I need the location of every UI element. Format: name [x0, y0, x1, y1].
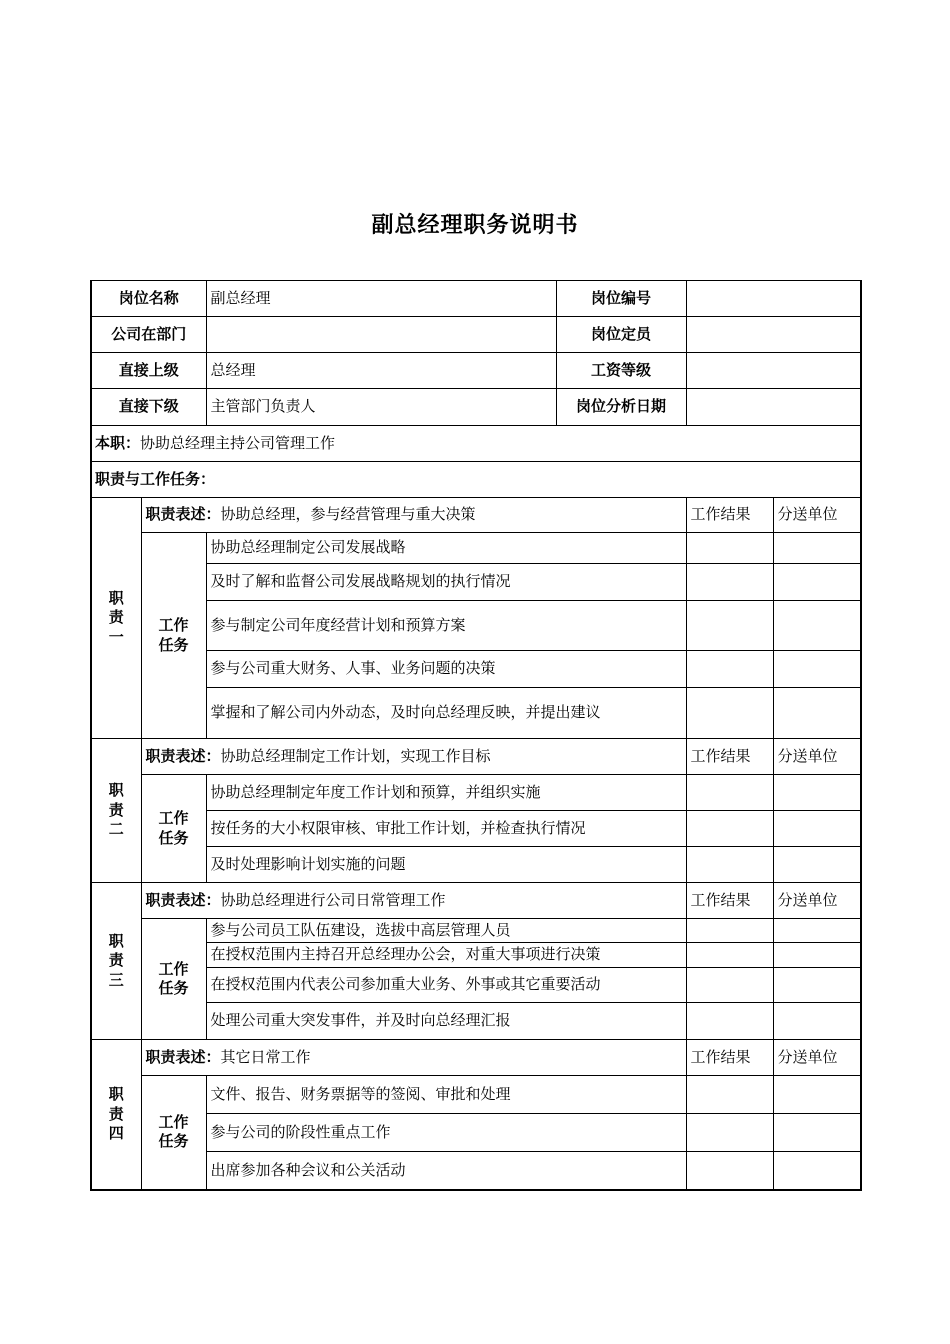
duty-4-task-label: 工作 任务	[141, 1076, 206, 1190]
task-dispatch-cell	[773, 688, 861, 739]
superior-label: 直接上级	[91, 353, 206, 389]
work-result-header: 工作结果	[686, 739, 773, 775]
duty-1-task-3: 参与制定公司年度经营计划和预算方案	[206, 601, 686, 651]
duty-1-description-row	[141, 498, 686, 533]
task-result-cell	[686, 1076, 773, 1114]
duty-2-task-label: 工作 任务	[141, 775, 206, 883]
dispatch-unit-header: 分送单位	[773, 498, 861, 533]
duty-3-description: 协助总经理进行公司日常管理工作	[220, 890, 446, 909]
task-dispatch-cell	[773, 919, 861, 943]
duty-3-task-3: 在授权范围内代表公司参加重大业务、外事或其它重要活动	[206, 968, 686, 1003]
duty-4-name: 职 责 四	[91, 1040, 141, 1190]
analysis-date-value	[686, 389, 861, 426]
basic-duty-label: 本职：	[95, 433, 141, 452]
basic-duty-value: 协助总经理主持公司管理工作	[140, 433, 336, 452]
duty-4-task-1: 文件、报告、财务票据等的签阅、审批和处理	[206, 1076, 686, 1114]
task-dispatch-cell	[773, 1076, 861, 1114]
job-description-table	[90, 280, 862, 1191]
task-result-cell	[686, 811, 773, 847]
task-result-cell	[686, 1152, 773, 1190]
subordinate-value: 主管部门负责人	[206, 389, 556, 426]
duty-3-name: 职 责 三	[91, 883, 141, 1040]
position-no-value	[686, 281, 861, 317]
duty-4-description-row	[141, 1040, 686, 1076]
headcount-value	[686, 317, 861, 353]
subordinate-label: 直接下级	[91, 389, 206, 426]
headcount-label: 岗位定员	[556, 317, 686, 353]
task-result-cell	[686, 533, 773, 564]
task-dispatch-cell	[773, 601, 861, 651]
task-result-cell	[686, 1003, 773, 1040]
task-result-cell	[686, 1114, 773, 1152]
duty-3-description-row	[141, 883, 686, 919]
task-dispatch-cell	[773, 775, 861, 811]
task-result-cell	[686, 601, 773, 651]
duty-1-description: 协助总经理，参与经营管理与重大决策	[220, 505, 476, 524]
duty-4-task-2: 参与公司的阶段性重点工作	[206, 1114, 686, 1152]
analysis-date-label: 岗位分析日期	[556, 389, 686, 426]
task-result-cell	[686, 651, 773, 688]
task-dispatch-cell	[773, 968, 861, 1003]
task-result-cell	[686, 564, 773, 601]
duty-4-description: 其它日常工作	[220, 1047, 311, 1066]
department-value	[206, 317, 556, 353]
duty-2-task-1: 协助总经理制定年度工作计划和预算，并组织实施	[206, 775, 686, 811]
duty-2-name: 职 责 二	[91, 739, 141, 883]
task-dispatch-cell	[773, 564, 861, 601]
task-result-cell	[686, 919, 773, 943]
duty-1-task-1: 协助总经理制定公司发展战略	[206, 533, 686, 564]
duty-2-description-row	[141, 739, 686, 775]
dispatch-unit-header: 分送单位	[773, 739, 861, 775]
task-dispatch-cell	[773, 943, 861, 968]
superior-value: 总经理	[206, 353, 556, 389]
duty-desc-label: 职责表述：	[145, 890, 221, 909]
task-dispatch-cell	[773, 811, 861, 847]
task-result-cell	[686, 943, 773, 968]
task-dispatch-cell	[773, 1003, 861, 1040]
duty-desc-label: 职责表述：	[145, 505, 221, 524]
work-result-header: 工作结果	[686, 883, 773, 919]
work-result-header: 工作结果	[686, 498, 773, 533]
duty-1-task-5: 掌握和了解公司内外动态，及时向总经理反映，并提出建议	[206, 688, 686, 739]
task-dispatch-cell	[773, 1114, 861, 1152]
task-result-cell	[686, 847, 773, 883]
duty-2-task-3: 及时处理影响计划实施的问题	[206, 847, 686, 883]
basic-duty-row	[91, 426, 861, 462]
duty-1-name: 职 责 一	[91, 498, 141, 739]
task-dispatch-cell	[773, 847, 861, 883]
duty-3-task-4: 处理公司重大突发事件，并及时向总经理汇报	[206, 1003, 686, 1040]
task-result-cell	[686, 775, 773, 811]
task-dispatch-cell	[773, 1152, 861, 1190]
page-title: 副总经理职务说明书	[371, 213, 579, 238]
task-result-cell	[686, 968, 773, 1003]
duty-1-task-2: 及时了解和监督公司发展战略规划的执行情况	[206, 564, 686, 601]
duties-header: 职责与工作任务：	[91, 462, 861, 498]
duty-desc-label: 职责表述：	[145, 746, 221, 765]
salary-value	[686, 353, 861, 389]
dispatch-unit-header: 分送单位	[773, 1040, 861, 1076]
position-name-value: 副总经理	[206, 281, 556, 317]
task-dispatch-cell	[773, 533, 861, 564]
department-label: 公司在部门	[91, 317, 206, 353]
salary-label: 工资等级	[556, 353, 686, 389]
duty-2-task-2: 按任务的大小权限审核、审批工作计划，并检查执行情况	[206, 811, 686, 847]
duty-2-description: 协助总经理制定工作计划，实现工作目标	[220, 746, 491, 765]
position-no-label: 岗位编号	[556, 281, 686, 317]
duty-1-task-4: 参与公司重大财务、人事、业务问题的决策	[206, 651, 686, 688]
duty-3-task-label: 工作 任务	[141, 919, 206, 1040]
duty-3-task-1: 参与公司员工队伍建设，选拔中高层管理人员	[206, 919, 686, 943]
task-result-cell	[686, 688, 773, 739]
task-dispatch-cell	[773, 651, 861, 688]
duty-3-task-2: 在授权范围内主持召开总经理办公会，对重大事项进行决策	[206, 943, 686, 968]
work-result-header: 工作结果	[686, 1040, 773, 1076]
duty-1-task-label: 工作 任务	[141, 533, 206, 739]
duty-desc-label: 职责表述：	[145, 1047, 221, 1066]
position-name-label: 岗位名称	[91, 281, 206, 317]
duty-4-task-3: 出席参加各种会议和公关活动	[206, 1152, 686, 1190]
dispatch-unit-header: 分送单位	[773, 883, 861, 919]
